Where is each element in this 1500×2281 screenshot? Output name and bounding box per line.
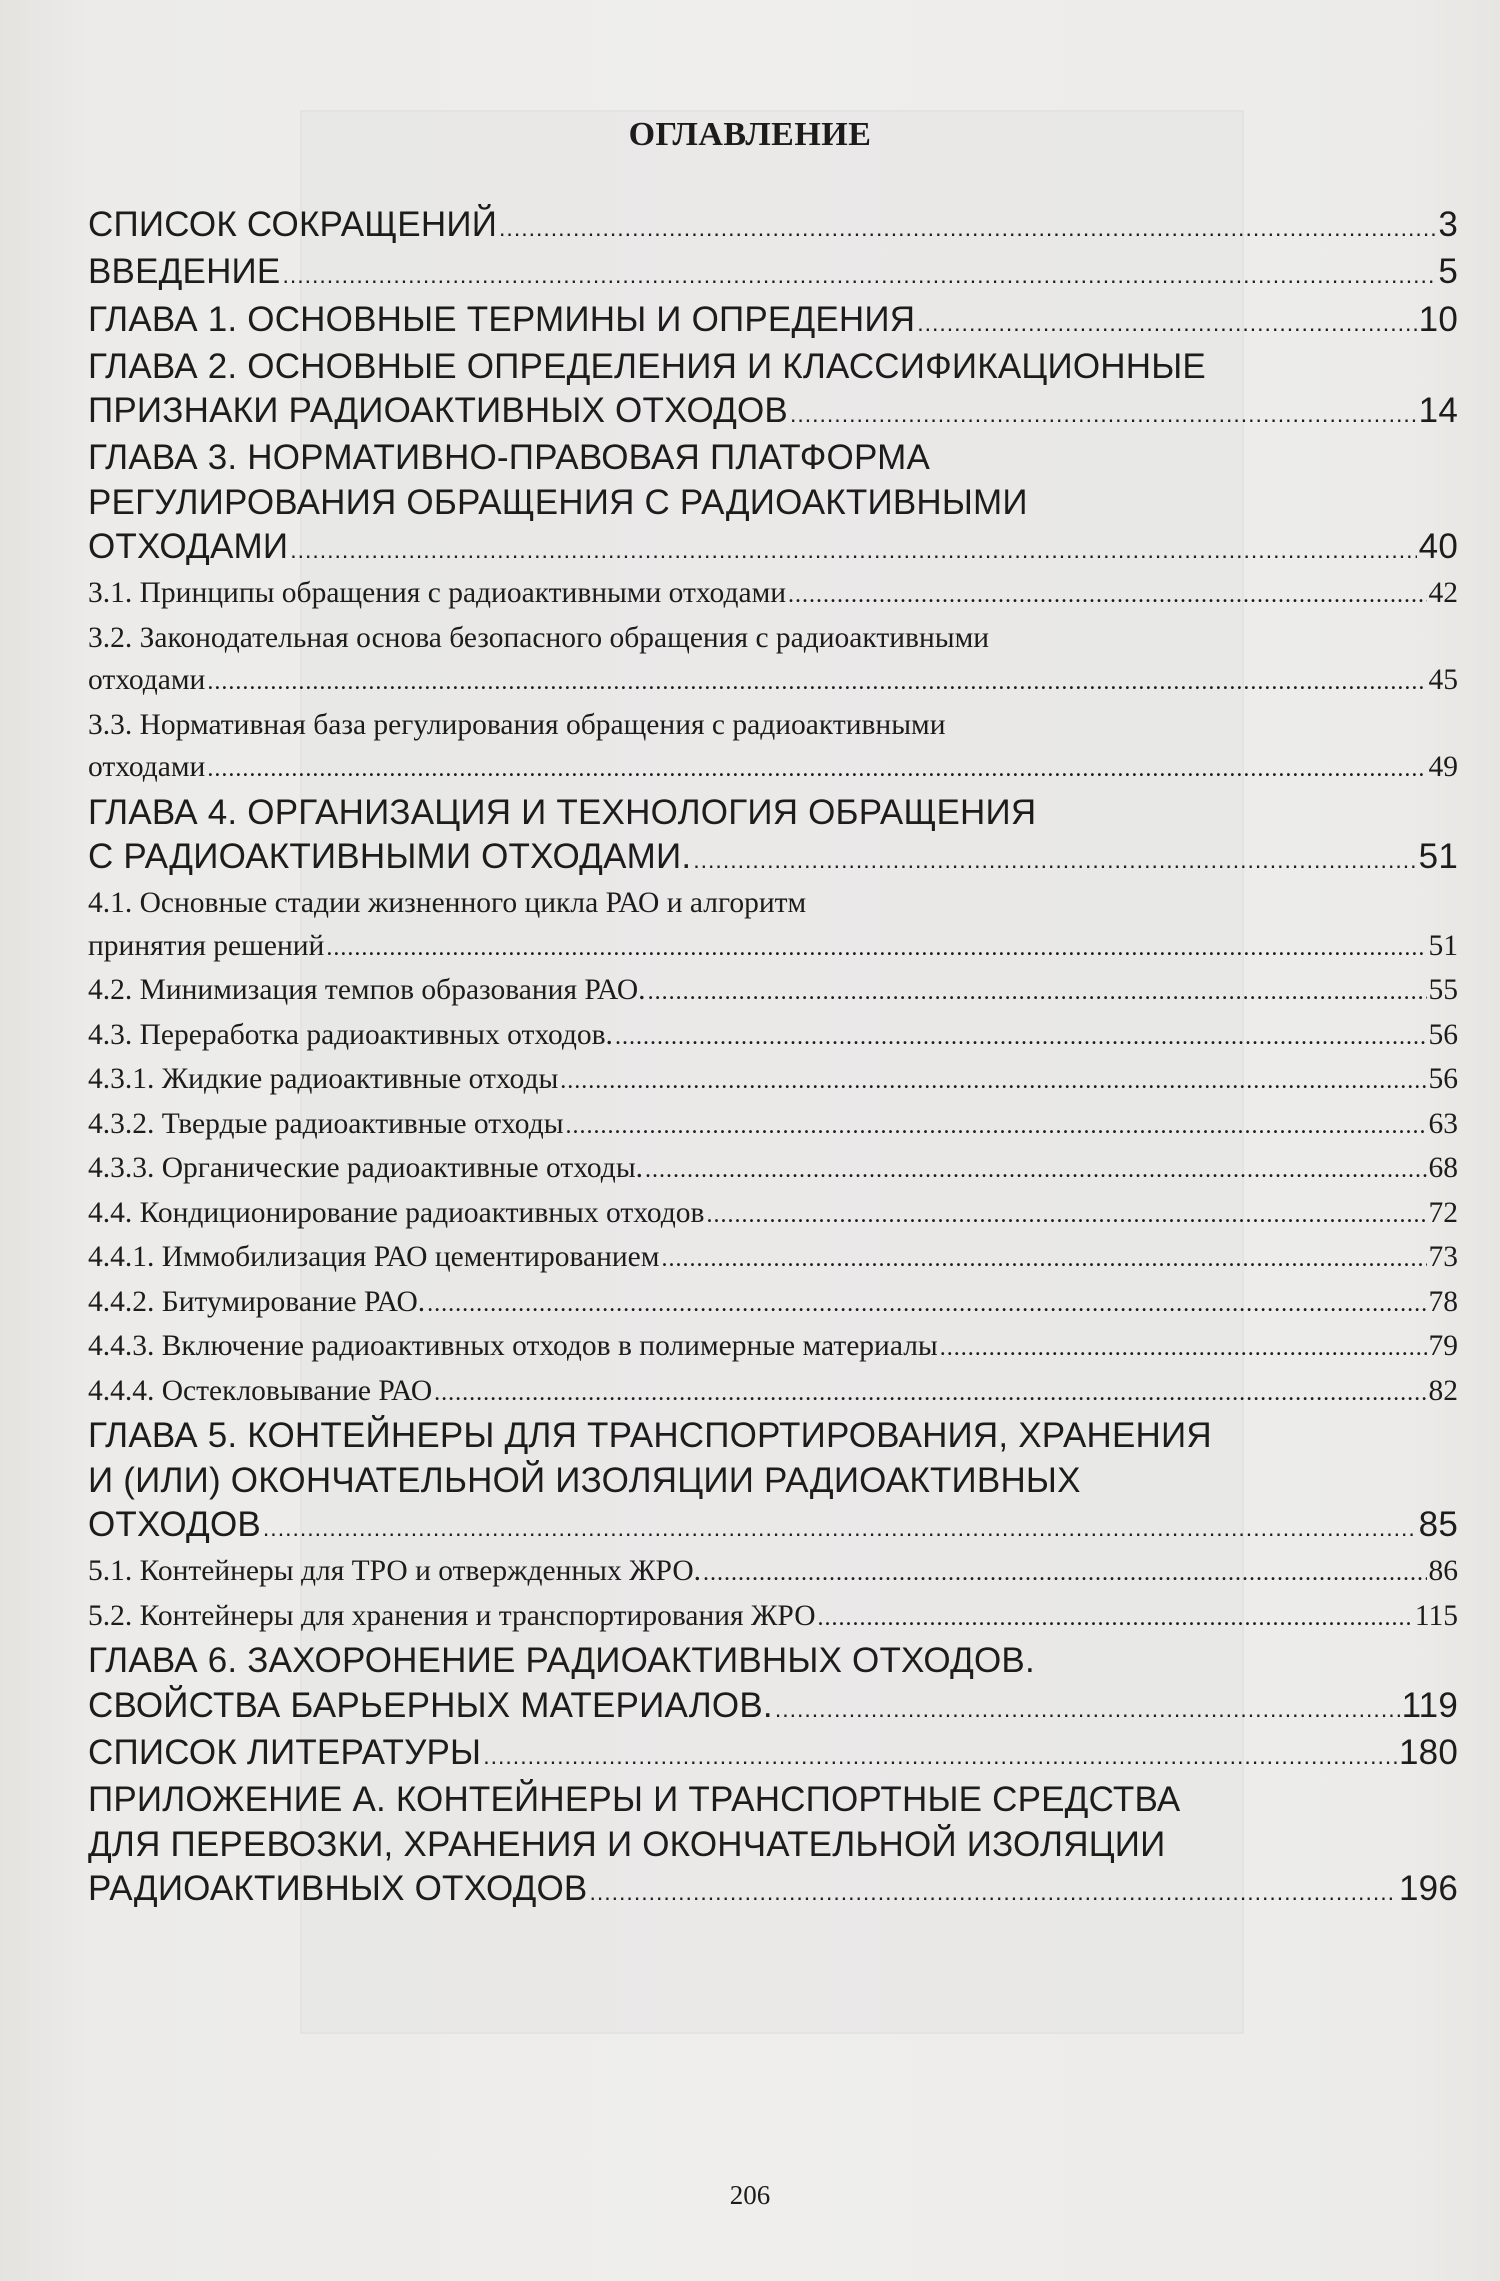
toc-entry-text-line: ПРИЛОЖЕНИЕ А. КОНТЕЙНЕРЫ И ТРАНСПОРТНЫЕ СРЕДСТВА: [88, 1780, 1181, 1820]
toc-entry-chapter: [88, 436, 1458, 572]
toc-entry-section: [88, 1281, 1458, 1326]
dot-leader: [818, 1597, 1413, 1640]
toc-entry-section: [88, 617, 1458, 704]
toc-entry-title: СПИСОК ЛИТЕРАТУРЫ: [88, 1732, 482, 1772]
dot-leader: [589, 1870, 1397, 1914]
toc-entry-last-line: [88, 203, 1458, 250]
toc-entry-chapter: [88, 791, 1458, 883]
toc-entry-chapter: [88, 1778, 1458, 1914]
toc-entry-page-number: 45: [1428, 664, 1458, 697]
toc-entry-last-line: [88, 389, 1458, 436]
toc-entry-last-line: [88, 746, 1458, 791]
toc-entry-page-number: 196: [1399, 1868, 1458, 1908]
toc-entry-last-line: [88, 298, 1458, 345]
toc-entry-text-line: 3.3. Нормативная база регулирования обращения с радиоактивными: [88, 708, 946, 741]
toc-entry-last-line: [88, 1325, 1458, 1370]
toc-entry-text-line: РЕГУЛИРОВАНИЯ ОБРАЩЕНИЯ С РАДИОАКТИВНЫМИ: [88, 482, 1028, 522]
toc-entry-text-line: 4.1. Основные стадии жизненного цикла РАО и алгоритм: [88, 887, 807, 920]
toc-entry-last-line: [88, 1503, 1458, 1550]
toc-entry-page-number: 79: [1428, 1330, 1458, 1363]
toc-entry-title: 4.3.1. Жидкие радиоактивные отходы: [88, 1063, 559, 1096]
toc-entry-title: 4.4.3. Включение радиоактивных отходов в полимерные материалы: [88, 1330, 938, 1363]
toc-entry-chapter: [88, 1731, 1458, 1778]
toc-entry-page-number: 49: [1428, 751, 1458, 784]
toc-entry-title: 4.4. Кондиционирование радиоактивных отходов: [88, 1196, 705, 1229]
toc-entry-last-line: [88, 1731, 1458, 1778]
dot-leader: [788, 574, 1426, 617]
toc-entry-title: ГЛАВА 1. ОСНОВНЫЕ ТЕРМИНЫ И ОПРЕДЕНИЯ: [88, 299, 916, 339]
toc-entry-last-line: [88, 1281, 1458, 1326]
dot-leader: [706, 1194, 1426, 1237]
dot-leader: [483, 1734, 1397, 1778]
toc-entry-title: 5.1. Контейнеры для ТРО и отвержденных ЖРО.: [88, 1555, 702, 1588]
dot-leader: [499, 206, 1436, 250]
toc-entry-last-line: [88, 969, 1458, 1014]
toc-entry-page-number: 56: [1428, 1018, 1458, 1051]
dot-leader: [790, 392, 1417, 436]
toc-entry-page-number: 55: [1428, 974, 1458, 1007]
dot-leader: [560, 1060, 1426, 1103]
toc-entry-last-line: [88, 835, 1458, 882]
dot-leader: [648, 971, 1427, 1014]
dot-leader: [775, 1687, 1400, 1731]
toc-entry-page-number: 10: [1418, 299, 1458, 339]
toc-entry-title: 4.3.2. Твердые радиоактивные отходы: [88, 1107, 564, 1140]
toc-entry-title: принятия решений: [88, 929, 325, 962]
dot-leader: [207, 661, 1426, 704]
toc-entry-page-number: 56: [1428, 1063, 1458, 1096]
toc-entry-section: [88, 1103, 1458, 1148]
toc-entry-last-line: [88, 572, 1458, 617]
toc-entry-last-line: [88, 1103, 1458, 1148]
toc-entry-title: отходами: [88, 664, 206, 697]
dot-leader: [434, 1372, 1426, 1415]
toc-entry-last-line: [88, 659, 1458, 704]
toc-entry-title: 4.4.4. Остекловывание РАО: [88, 1374, 433, 1407]
toc-entry-text-line: 3.2. Законодательная основа безопасного обращения с радиоактивными: [88, 621, 990, 654]
dot-leader: [282, 253, 1436, 297]
dot-leader: [703, 1552, 1426, 1595]
toc-entry-text-line: ДЛЯ ПЕРЕВОЗКИ, ХРАНЕНИЯ И ОКОНЧАТЕЛЬНОЙ ИЗОЛЯЦИИ: [88, 1824, 1166, 1864]
toc-entry-text-line: ГЛАВА 2. ОСНОВНЫЕ ОПРЕДЕЛЕНИЯ И КЛАССИФИКАЦИОННЫЕ: [88, 346, 1206, 386]
toc-entry-last-line: [88, 925, 1458, 970]
toc-entry-title: СПИСОК СОКРАЩЕНИЙ: [88, 205, 498, 244]
toc-entry-text-line: ГЛАВА 5. КОНТЕЙНЕРЫ ДЛЯ ТРАНСПОРТИРОВАНИЯ, ХРАНЕНИЯ: [88, 1416, 1212, 1456]
toc-entry-title: 4.4.1. Иммобилизация РАО цементированием: [88, 1241, 660, 1274]
dot-leader: [290, 528, 1416, 572]
dot-leader: [917, 301, 1416, 345]
toc-entry-section: [88, 1325, 1458, 1370]
toc-entry-section: [88, 1370, 1458, 1415]
toc-entry-page-number: 115: [1414, 1599, 1458, 1632]
toc-entry-section: [88, 704, 1458, 791]
toc-entry-text-line: ГЛАВА 4. ОРГАНИЗАЦИЯ И ТЕХНОЛОГИЯ ОБРАЩЕНИЯ: [88, 792, 1037, 832]
toc-entry-page-number: 51: [1418, 837, 1458, 877]
toc-entry-page-number: 86: [1428, 1555, 1458, 1588]
toc-entry-title: 5.2. Контейнеры для хранения и транспортирования ЖРО: [88, 1599, 816, 1632]
dot-leader: [615, 1016, 1427, 1059]
toc-entry-chapter: [88, 1639, 1458, 1731]
dot-leader: [427, 1283, 1426, 1326]
toc-entry-page-number: 85: [1418, 1505, 1458, 1545]
dot-leader: [263, 1506, 1417, 1550]
toc-entry-page-number: 3: [1438, 205, 1458, 244]
toc-entry-last-line: [88, 250, 1458, 297]
toc-entry-last-line: [88, 525, 1458, 572]
dot-leader: [645, 1149, 1426, 1192]
toc-entry-page-number: 73: [1428, 1241, 1458, 1274]
toc-entry-text-line: ГЛАВА 3. НОРМАТИВНО-ПРАВОВАЯ ПЛАТФОРМА: [88, 438, 930, 478]
toc-entry-page-number: 180: [1399, 1732, 1458, 1772]
toc-title: ОГЛАВЛЕНИЕ: [628, 116, 872, 153]
toc-entry-chapter: [88, 250, 1458, 297]
toc-entry-chapter: [88, 345, 1458, 437]
toc-entry-page-number: 82: [1428, 1374, 1458, 1407]
dot-leader: [693, 838, 1416, 882]
toc-entry-last-line: [88, 1236, 1458, 1281]
toc-entry-title: СВОЙСТВА БАРЬЕРНЫХ МАТЕРИАЛОВ.: [88, 1685, 773, 1725]
toc-entry-text-line: ГЛАВА 6. ЗАХОРОНЕНИЕ РАДИОАКТИВНЫХ ОТХОДОВ.: [88, 1641, 1035, 1681]
toc-entry-page-number: 51: [1428, 929, 1458, 962]
toc-entry-section: [88, 1236, 1458, 1281]
toc-entry-title: ПРИЗНАКИ РАДИОАКТИВНЫХ ОТХОДОВ: [88, 391, 788, 431]
toc-entry-title: ВВЕДЕНИЕ: [88, 252, 281, 292]
toc-entry-page-number: 40: [1418, 527, 1458, 567]
dot-leader: [661, 1238, 1426, 1281]
toc-entry-last-line: [88, 1014, 1458, 1059]
toc-entry-title: 4.4.2. Битумирование РАО.: [88, 1285, 426, 1318]
dot-leader: [566, 1105, 1427, 1148]
toc-entry-chapter: [88, 1414, 1458, 1550]
dot-leader: [326, 927, 1426, 970]
toc-entry-section: [88, 572, 1458, 617]
toc-entry-last-line: [88, 1550, 1458, 1595]
dot-leader: [940, 1327, 1427, 1370]
toc-entry-last-line: [88, 1595, 1458, 1640]
toc-entry-title: 4.3. Переработка радиоактивных отходов.: [88, 1018, 613, 1051]
toc-entry-page-number: 72: [1428, 1196, 1458, 1229]
toc-entry-title: отходами: [88, 751, 206, 784]
toc-entry-chapter: [88, 203, 1458, 250]
dot-leader: [207, 748, 1426, 791]
toc-entry-section: [88, 1192, 1458, 1237]
toc-entry-title: 3.1. Принципы обращения с радиоактивными отходами: [88, 577, 787, 610]
toc-entry-page-number: 14: [1418, 391, 1458, 431]
toc-entry-title: 4.2. Минимизация темпов образования РАО.: [88, 974, 646, 1007]
toc-entry-section: [88, 1147, 1458, 1192]
toc-entry-title: РАДИОАКТИВНЫХ ОТХОДОВ: [88, 1868, 588, 1908]
toc-entry-section: [88, 882, 1458, 969]
toc-entry-section: [88, 969, 1458, 1014]
toc-entry-text-line: И (ИЛИ) ОКОНЧАТЕЛЬНОЙ ИЗОЛЯЦИИ РАДИОАКТИВНЫХ: [88, 1460, 1081, 1500]
toc-entry-page-number: 78: [1428, 1285, 1458, 1318]
toc-entry-section: [88, 1595, 1458, 1640]
toc-entry-last-line: [88, 1147, 1458, 1192]
toc-entry-page-number: 119: [1401, 1685, 1458, 1725]
toc-entry-section: [88, 1058, 1458, 1103]
toc-entry-title: ОТХОДОВ: [88, 1505, 261, 1545]
toc-entry-last-line: [88, 1370, 1458, 1415]
toc-entry-chapter: [88, 298, 1458, 345]
toc-entry-title: ОТХОДАМИ: [88, 527, 289, 567]
toc-entry-page-number: 63: [1428, 1107, 1458, 1140]
toc-entry-title: 4.3.3. Органические радиоактивные отходы.: [88, 1152, 644, 1185]
toc-entry-section: [88, 1014, 1458, 1059]
toc-entry-page-number: 42: [1428, 577, 1458, 610]
page-number: 206: [729, 2180, 771, 2210]
toc-entry-page-number: 68: [1428, 1152, 1458, 1185]
table-of-contents: [88, 203, 1458, 1914]
toc-entry-section: [88, 1550, 1458, 1595]
toc-entry-title: С РАДИОАКТИВНЫМИ ОТХОДАМИ.: [88, 837, 692, 877]
toc-entry-last-line: [88, 1058, 1458, 1103]
toc-entry-last-line: [88, 1684, 1458, 1731]
toc-entry-last-line: [88, 1867, 1458, 1914]
toc-entry-last-line: [88, 1192, 1458, 1237]
toc-entry-page-number: 5: [1438, 252, 1458, 292]
